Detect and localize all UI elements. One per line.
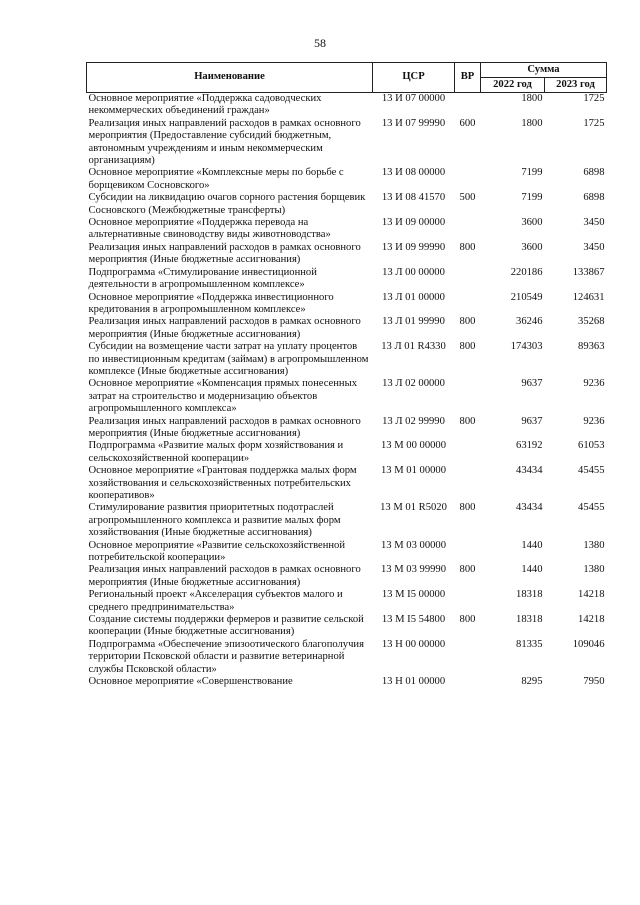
cell-csr: 13 Л 01 R4330 [381, 341, 446, 353]
cell-vr: 800 [459, 241, 476, 253]
table-row [87, 416, 607, 441]
cell-name: Основное мероприятие «Поддержка садоводческих некоммерческих объединений граждан» [88, 93, 322, 117]
header-csr: ЦСР [373, 63, 455, 93]
table-row [87, 93, 607, 118]
cell-y2022: 8295 [521, 676, 543, 688]
cell-y2022: 1800 [521, 117, 543, 129]
cell-y2023: 1725 [583, 117, 605, 129]
cell-y2023: 61053 [578, 440, 605, 452]
cell-y2022: 9637 [521, 415, 543, 427]
cell-csr: 13 М 00 00000 [380, 440, 447, 452]
cell-csr: 13 Л 02 00000 [382, 378, 445, 390]
cell-csr: 13 М 01 00000 [380, 465, 447, 477]
cell-csr: 13 И 09 00000 [381, 217, 446, 229]
cell-y2023: 1380 [583, 564, 605, 576]
cell-y2023: 7950 [583, 676, 605, 688]
cell-y2022: 43434 [516, 502, 543, 514]
cell-csr: 13 М 03 99990 [380, 564, 447, 576]
cell-y2022: 81335 [516, 638, 543, 650]
table-row [87, 564, 607, 589]
cell-y2023: 14218 [578, 614, 605, 626]
cell-y2022: 7199 [521, 192, 543, 204]
cell-y2023: 3450 [583, 241, 605, 253]
table-row [87, 676, 607, 688]
cell-name: Создание системы поддержки фермеров и развитие сельской кооперации (Иные бюджетные ассигнования) [88, 614, 364, 638]
cell-csr: 13 И 08 00000 [381, 167, 446, 179]
cell-y2023: 9236 [583, 415, 605, 427]
table-row [87, 267, 607, 292]
cell-y2023: 3450 [583, 217, 605, 229]
cell-y2022: 18318 [516, 614, 543, 626]
cell-vr [455, 267, 481, 292]
table-body [87, 93, 607, 689]
cell-y2022: 18318 [516, 589, 543, 601]
cell-y2023: 6898 [583, 167, 605, 179]
cell-y2022: 43434 [516, 465, 543, 477]
cell-vr: 800 [459, 341, 476, 353]
cell-csr: 13 И 09 99990 [381, 241, 446, 253]
cell-y2023: 109046 [572, 638, 605, 650]
cell-csr: 13 И 07 00000 [381, 93, 446, 104]
cell-csr: 13 М 01 R5020 [380, 502, 447, 514]
cell-name: Основное мероприятие «Поддержка инвестиционного кредитования в агропромышленном комплексе» [88, 291, 334, 315]
cell-name: Основное мероприятие «Совершенствование [88, 676, 293, 688]
cell-y2023: 14218 [578, 589, 605, 601]
cell-name: Реализация иных направлений расходов в рамках основного мероприятия (Иные бюджетные ассигнования) [88, 415, 361, 439]
cell-name: Подпрограмма «Стимулирование инвестиционной деятельности в агропромышленном комплексе» [88, 266, 317, 291]
cell-name: Подпрограмма «Обеспечение эпизоотического благополучия территории Псковской области и развитие ветеринарной службы Псковской области» [88, 638, 364, 675]
cell-name: Субсидии на ликвидацию очагов сорного растения борщевик Сосновского (Межбюджетные трансферты) [88, 192, 366, 216]
cell-y2022: 36246 [516, 316, 543, 328]
cell-y2023: 1725 [583, 93, 605, 104]
table-row [87, 614, 607, 639]
cell-vr [455, 378, 481, 415]
cell-y2022: 7199 [521, 167, 543, 179]
cell-vr: 800 [459, 564, 476, 576]
table-row [87, 242, 607, 267]
cell-vr: 500 [459, 192, 476, 204]
cell-vr: 600 [459, 117, 476, 129]
cell-y2022: 3600 [521, 241, 543, 253]
cell-vr: 800 [459, 614, 476, 626]
cell-name: Стимулирование развития приоритетных подотраслей агропромышленного комплекса и развитие малых форм хозяйствования (Иные бюджетные ассигнования) [88, 502, 341, 539]
table-row [87, 192, 607, 217]
cell-y2022: 1440 [521, 539, 543, 551]
table-row [87, 639, 607, 676]
cell-name: Основное мероприятие «Компенсация прямых понесенных затрат на строительство и модернизацию объектов агропромышленного комплекса» [88, 378, 357, 415]
cell-csr: 13 Л 00 00000 [382, 266, 445, 278]
cell-y2022: 1440 [521, 564, 543, 576]
cell-y2023: 6898 [583, 192, 605, 204]
cell-y2022: 174303 [510, 341, 543, 353]
cell-vr: 800 [459, 502, 476, 514]
table-header [87, 63, 607, 93]
cell-csr: 13 М I5 54800 [381, 614, 446, 626]
cell-name: Основное мероприятие «Комплексные меры по борьбе с борщевиком Сосновского» [88, 167, 344, 191]
cell-name: Субсидии на возмещение части затрат на уплату процентов по инвестиционным кредитам (займам) в агропромышленном комплексе (Иные бюджетные ассигнования) [88, 341, 369, 377]
budget-table [86, 62, 607, 689]
cell-name: Реализация иных направлений расходов в рамках основного мероприятия (Иные бюджетные ассигнования) [88, 564, 361, 588]
header-sum: Сумма [481, 63, 607, 78]
header-year-2023: 2023 год [545, 78, 607, 93]
table-row [87, 589, 607, 614]
cell-csr: 13 М I5 00000 [381, 589, 446, 601]
cell-y2022: 63192 [516, 440, 543, 452]
cell-csr: 13 Л 01 99990 [382, 316, 445, 328]
header-name: Наименование [87, 63, 373, 93]
cell-name: Реализация иных направлений расходов в рамках основного мероприятия (Иные бюджетные ассигнования) [88, 241, 361, 266]
cell-vr [455, 167, 481, 192]
header-year-2022: 2022 год [481, 78, 545, 93]
cell-vr [455, 292, 481, 317]
cell-vr [455, 540, 481, 565]
cell-y2022: 3600 [521, 217, 543, 229]
cell-vr [455, 93, 481, 118]
table-row [87, 341, 607, 378]
table-row [87, 316, 607, 341]
cell-y2022: 220186 [510, 266, 543, 278]
cell-csr: 13 Н 00 00000 [381, 638, 446, 650]
table-row [87, 378, 607, 415]
table-row [87, 118, 607, 168]
cell-name: Основное мероприятие «Грантовая поддержка малых форм хозяйствования и сельскохозяйственных потребительских кооперативов» [88, 465, 357, 501]
cell-csr: 13 Л 01 00000 [382, 291, 445, 303]
cell-y2023: 45455 [578, 465, 605, 477]
cell-vr [455, 440, 481, 465]
cell-y2023: 124631 [572, 291, 605, 303]
cell-vr: 800 [459, 316, 476, 328]
cell-csr: 13 М 03 00000 [380, 539, 447, 551]
cell-vr [455, 465, 481, 502]
cell-csr: 13 И 07 99990 [381, 117, 446, 129]
table-row [87, 292, 607, 317]
cell-name: Реализация иных направлений расходов в рамках основного мероприятия (Иные бюджетные ассигнования) [88, 316, 361, 340]
table-row [87, 217, 607, 242]
cell-y2023: 133867 [572, 266, 605, 278]
cell-csr: 13 И 08 41570 [381, 192, 446, 204]
cell-vr: 800 [459, 415, 476, 427]
cell-name: Региональный проект «Акселерация субъектов малого и среднего предпринимательства» [88, 589, 343, 613]
table-row [87, 540, 607, 565]
cell-name: Реализация иных направлений расходов в рамках основного мероприятия (Предоставление субсидий бюджетным, автономным учреждениям и иным некоммерческим организациям) [88, 117, 361, 167]
table-row [87, 465, 607, 502]
header-vr: ВР [455, 63, 481, 93]
cell-y2023: 89363 [578, 341, 605, 353]
cell-name: Подпрограмма «Развитие малых форм хозяйствования и сельскохозяйственной кооперации» [88, 440, 344, 464]
cell-vr [455, 676, 481, 688]
table-row [87, 167, 607, 192]
cell-y2022: 9637 [521, 378, 543, 390]
cell-name: Основное мероприятие «Развитие сельскохозяйственной потребительской кооперации» [88, 539, 346, 564]
cell-vr [455, 639, 481, 676]
cell-y2023: 35268 [578, 316, 605, 328]
table-row [87, 502, 607, 539]
cell-y2022: 210549 [510, 291, 543, 303]
cell-csr: 13 Л 02 99990 [382, 415, 445, 427]
cell-y2022: 1800 [521, 93, 543, 104]
cell-y2023: 45455 [578, 502, 605, 514]
cell-name: Основное мероприятие «Поддержка перевода на альтернативные свиноводству виды животноводства» [88, 217, 331, 241]
page-number: 58 [314, 36, 326, 50]
table-row [87, 440, 607, 465]
cell-y2023: 9236 [583, 378, 605, 390]
cell-vr [455, 589, 481, 614]
cell-y2023: 1380 [583, 539, 605, 551]
cell-vr [455, 217, 481, 242]
cell-csr: 13 Н 01 00000 [381, 676, 446, 688]
